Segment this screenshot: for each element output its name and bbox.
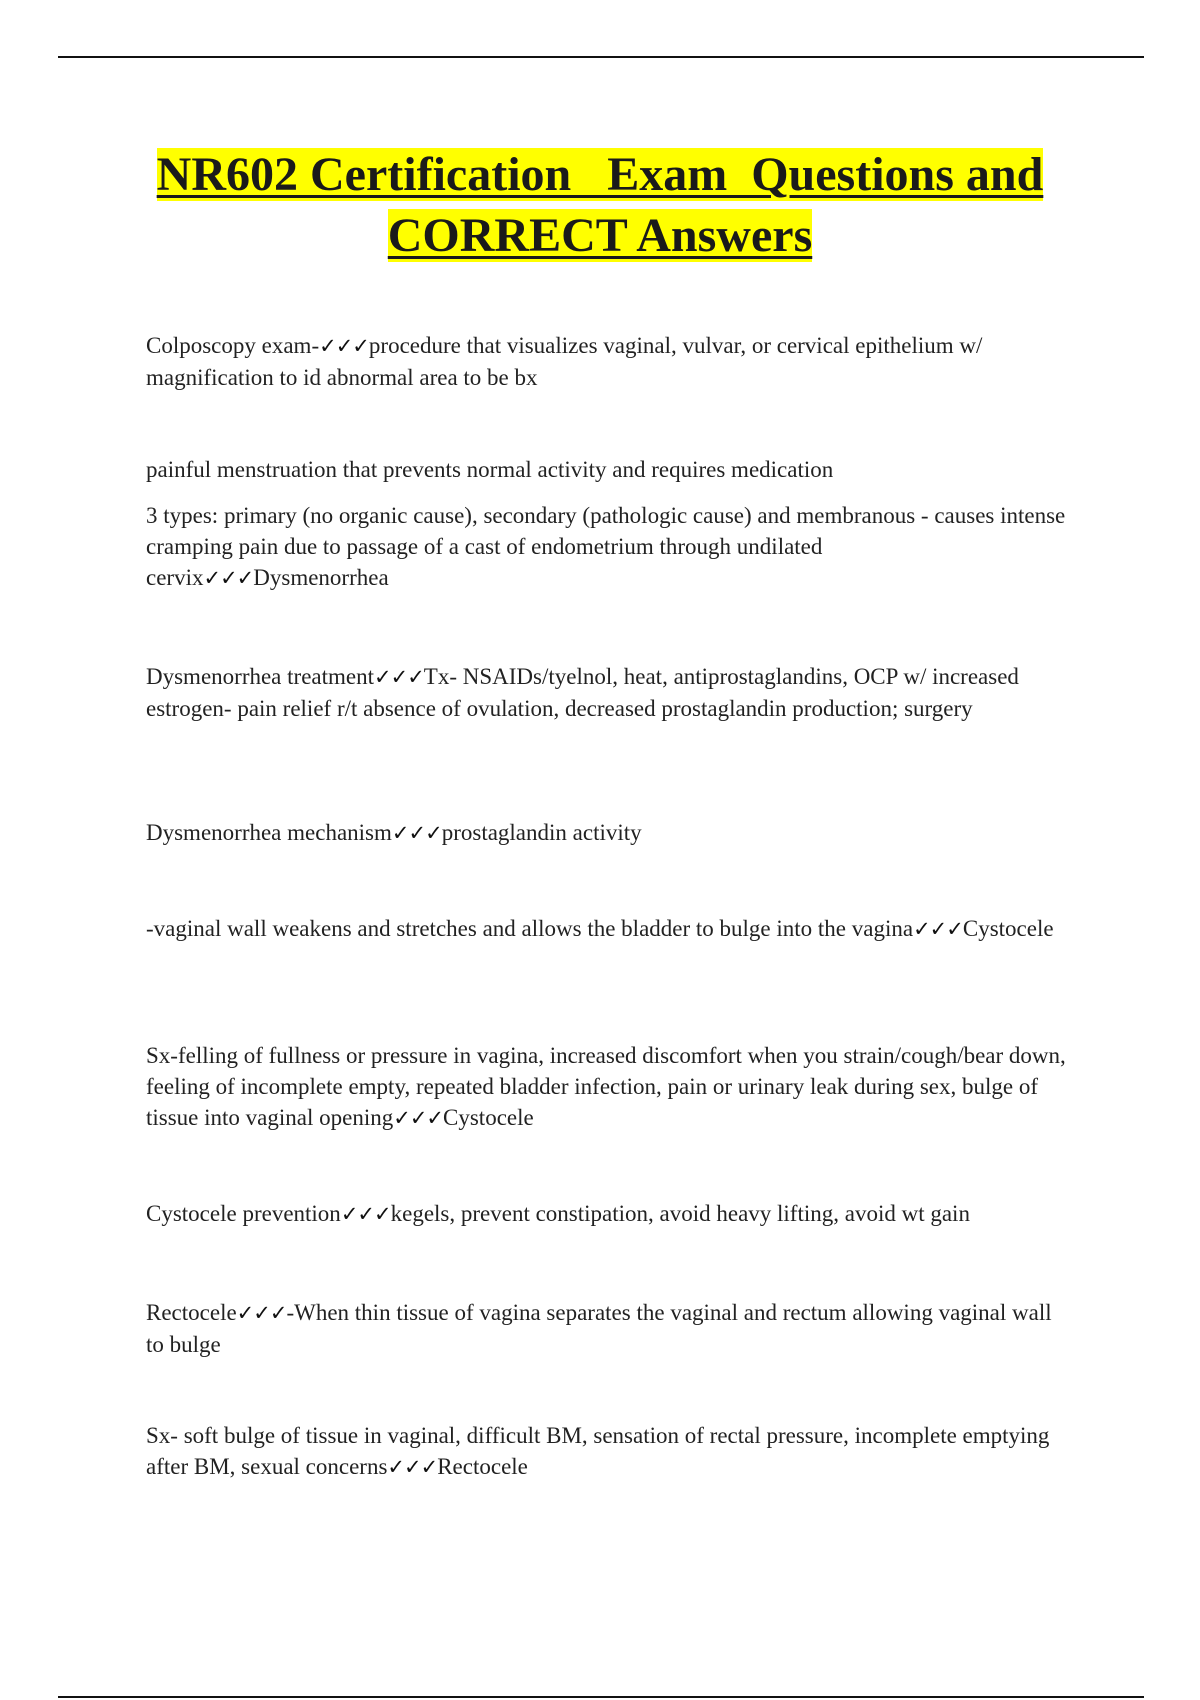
checkmark-icon: ✓✓✓	[340, 1202, 391, 1226]
checkmark-icon: ✓✓✓	[319, 334, 369, 358]
entry-term: -vaginal wall weakens and stretches and allows the bladder to bulge into the vagina	[146, 916, 914, 941]
qa-entry-rectocele	[146, 1297, 1066, 1360]
qa-entry-dysmenorrhea-treatment	[146, 661, 1066, 724]
bottom-divider	[58, 1696, 1144, 1698]
checkmark-icon: ✓✓✓	[391, 821, 442, 845]
entry-definition: Rectocele	[437, 1454, 528, 1479]
checkmark-icon: ✓✓✓	[393, 1106, 444, 1130]
checkmark-icon: ✓✓✓	[913, 917, 963, 941]
entry-definition: -When thin tissue of vagina separates the vaginal and rectum allowing vaginal wall to bulge	[146, 1300, 1052, 1357]
checkmark-icon: ✓✓✓	[387, 1455, 438, 1479]
entry-term: Cystocele prevention	[146, 1201, 341, 1226]
entry-term: Dysmenorrhea mechanism	[146, 820, 392, 845]
checkmark-icon: ✓✓✓	[203, 566, 254, 590]
entry-text: painful menstruation that prevents normal activity and requires medication	[146, 457, 834, 482]
page-title	[60, 144, 1140, 266]
entry-definition: prostaglandin activity	[441, 820, 642, 845]
entry-definition: Cystocele	[443, 1105, 534, 1130]
entry-definition: Dysmenorrhea	[253, 565, 389, 590]
qa-entry-colposcopy	[146, 330, 1066, 393]
qa-entry-rectocele-symptoms	[146, 1420, 1066, 1483]
qa-entry-dysmenorrhea-types	[146, 500, 1066, 594]
qa-entry-dysmenorrhea-mechanism	[146, 817, 1066, 849]
entry-definition: Tx- NSAIDs/tyelnol, heat, antiprostaglandins, OCP w/ increased estrogen- pain relief r/t absence of ovulation, decreased prostaglandin production; surgery	[146, 664, 1019, 721]
title-line-2: CORRECT Answers	[387, 209, 813, 262]
entry-definition: Cystocele	[962, 916, 1054, 941]
qa-entry-dysmenorrhea-definition	[146, 454, 1066, 485]
qa-entry-cystocele	[146, 913, 1066, 945]
top-divider	[58, 56, 1144, 58]
entry-definition: kegels, prevent constipation, avoid heavy lifting, avoid wt gain	[390, 1201, 970, 1226]
entry-term: 3 types: primary (no organic cause), secondary (pathologic cause) and membranous - causes intense cramping pain due to passage of a cast of endometrium through undilated cervix	[146, 503, 1066, 590]
entry-term: Sx-felling of fullness or pressure in vagina, increased discomfort when you strain/cough/bear down, feeling of incomplete empty, repeated bladder infection, pain or urinary leak during sex, bulge of tissue into vaginal opening	[146, 1043, 1066, 1130]
checkmark-icon: ✓✓✓	[236, 1301, 287, 1325]
title-line-1: NR602 Certification Exam Questions and	[156, 148, 1044, 201]
entry-term: Colposcopy exam-	[146, 333, 320, 358]
entry-definition: procedure that visualizes vaginal, vulvar, or cervical epithelium w/ magnification to id abnormal area to be bx	[146, 333, 983, 390]
entry-term: Sx- soft bulge of tissue in vaginal, difficult BM, sensation of rectal pressure, incomplete emptying after BM, sexual concerns	[146, 1423, 1050, 1479]
checkmark-icon: ✓✓✓	[374, 665, 424, 689]
entry-term: Rectocele	[146, 1300, 237, 1325]
qa-entry-cystocele-prevention	[146, 1198, 1066, 1230]
qa-entry-cystocele-symptoms	[146, 1040, 1066, 1134]
entry-term: Dysmenorrhea treatment	[146, 664, 374, 689]
